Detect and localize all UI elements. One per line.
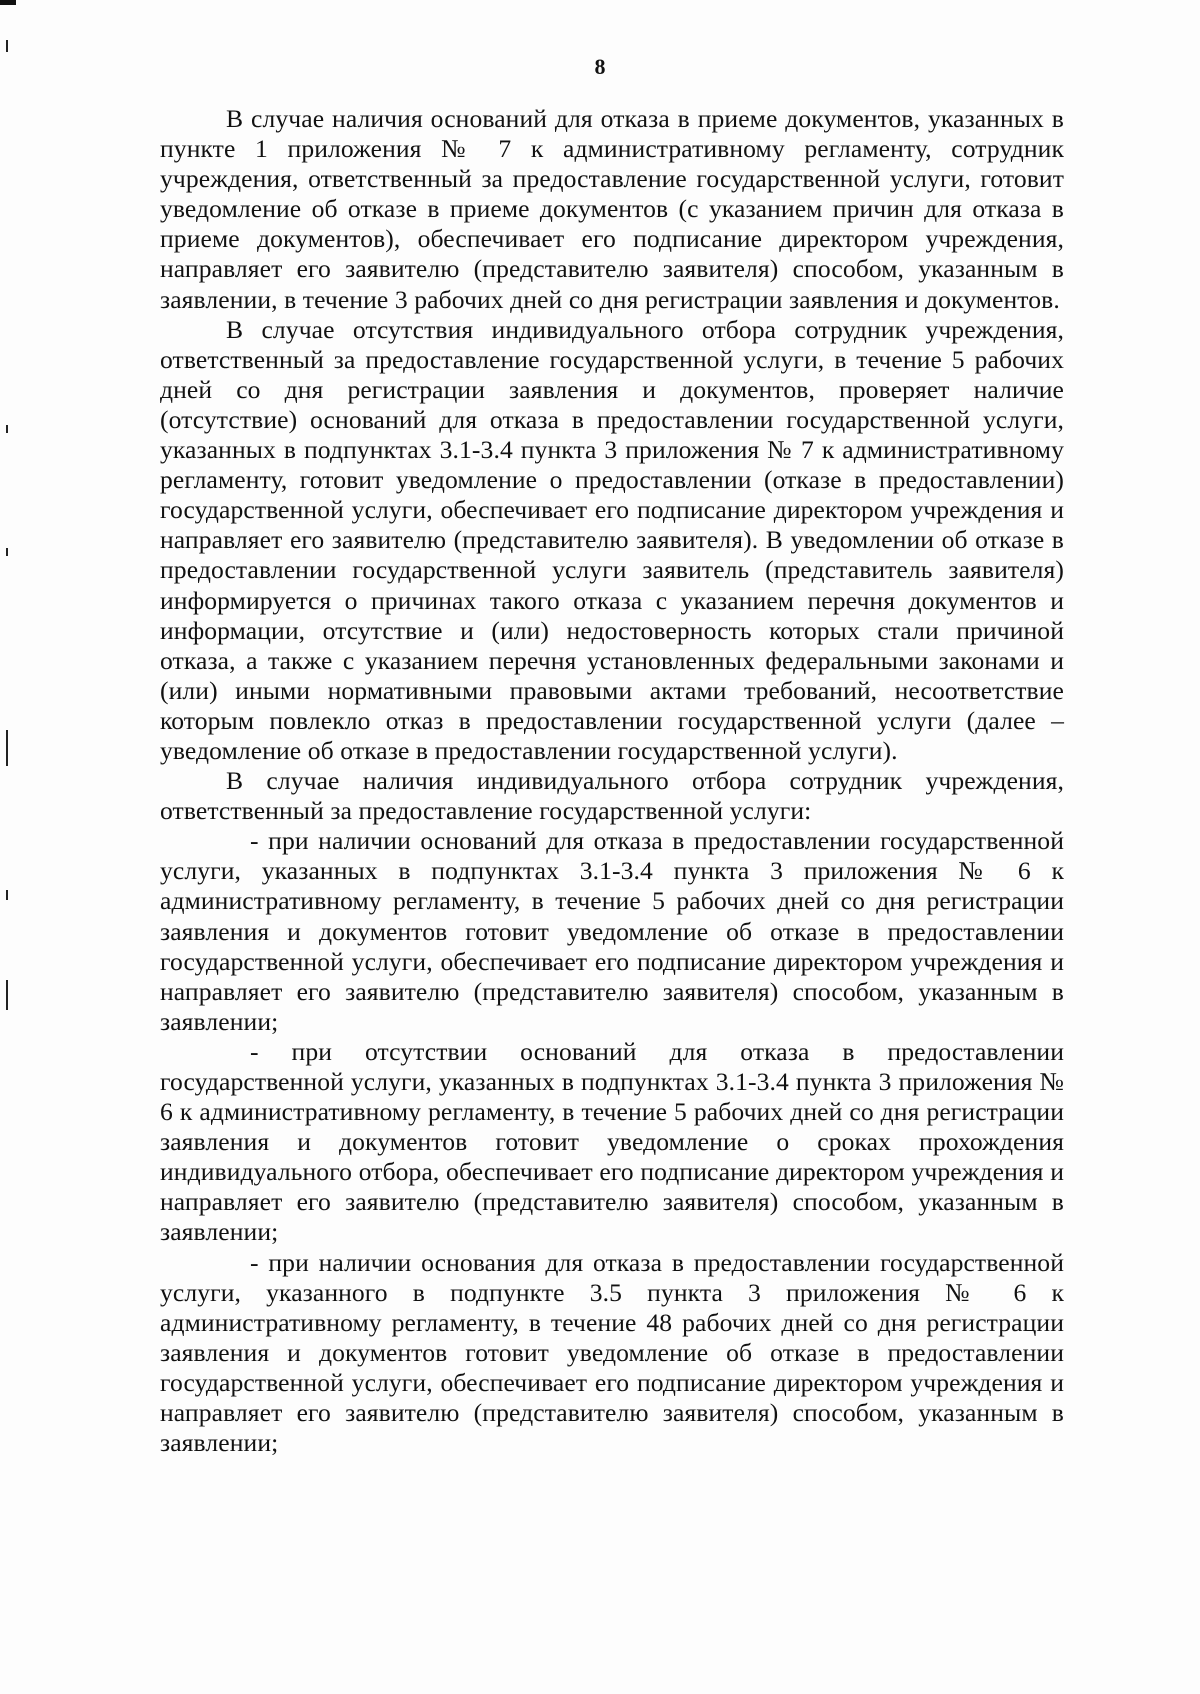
scan-margin-mark — [6, 40, 8, 52]
scan-corner-mark — [0, 0, 16, 5]
document-body — [160, 104, 1064, 1458]
scan-margin-mark — [6, 730, 8, 766]
paragraph-with-selection: В случае наличия индивидуального отбора сотрудник учреждения, ответственный за предоставление государственной услуги: — [160, 766, 1064, 826]
paragraph-no-selection: В случае отсутствия индивидуального отбора сотрудник учреждения, ответственный за предоставление государственной услуги, в течение 5 рабочих дней со дня регистрации заявления и документов, проверяет наличие (отсутствие) оснований для отказа в предоставлении государственной услуги, указанных в подпунктах 3.1-3.4 пункта 3 приложения № 7 к административному регламенту, готовит уведомление о предоставлении (отказе в предоставлении) государственной услуги, обеспечивает его подписание директором учреждения и направляет его заявителю (представителю заявителя). В уведомлении об отказе в предоставлении государственной услуги заявитель (представитель заявителя) информируется о причинах такого отказа с указанием перечня документов и информации, отсутствие и (или) недостоверность которых стали причиной отказа, а также с указанием перечня установленных федеральными законами и (или) иными нормативными правовыми актами требований, несоответствие которым повлекло отказ в предоставлении государственной услуги (далее – уведомление об отказе в предоставлении государственной услуги). — [160, 314, 1064, 765]
list-item: - при отсутствии оснований для отказа в предоставлении государственной услуги, указанных в подпунктах 3.1-3.4 пункта 3 приложения № 6 к административному регламенту, в течение 5 рабочих дней со дня регистрации заявления и документов готовит уведомление о сроках прохождения индивидуального отбора, обеспечивает его подписание директором учреждения и направляет его заявителю (представителю заявителя) способом, указанным в заявлении; — [160, 1036, 1064, 1247]
list-item: - при наличии оснований для отказа в предоставлении государственной услуги, указанных в подпунктах 3.1-3.4 пункта 3 приложения № 6 к административному регламенту, в течение 5 рабочих дней со дня регистрации заявления и документов готовит уведомление об отказе в предоставлении государственной услуги, обеспечивает его подписание директором учреждения и направляет его заявителю (представителю заявителя) способом, указанным в заявлении; — [160, 826, 1064, 1036]
paragraph-refusal-acceptance: В случае наличия оснований для отказа в приеме документов, указанных в пункте 1 приложения № 7 к административному регламенту, сотрудник учреждения, ответственный за предоставление государственной услуги, готовит уведомление об отказе в приеме документов (с указанием причин для отказа в приеме документов), обеспечивает его подписание директором учреждения, направляет его заявителю (представителю заявителя) способом, указанным в заявлении, в течение 3 рабочих дней со дня регистрации заявления и документов. — [160, 104, 1064, 314]
scan-margin-mark — [6, 890, 8, 900]
list-item: - при наличии основания для отказа в предоставлении государственной услуги, указанного в подпункте 3.5 пункта 3 приложения № 6 к административному регламенту, в течение 48 рабочих дней со дня регистрации заявления и документов готовит уведомление об отказе в предоставлении государственной услуги, обеспечивает его подписание директором учреждения и направляет его заявителю (представителю заявителя) способом, указанным в заявлении; — [160, 1247, 1064, 1458]
page-number: 8 — [594, 54, 606, 79]
scan-margin-mark — [6, 425, 8, 433]
scan-margin-mark — [6, 548, 8, 556]
scan-margin-mark — [6, 980, 8, 1010]
